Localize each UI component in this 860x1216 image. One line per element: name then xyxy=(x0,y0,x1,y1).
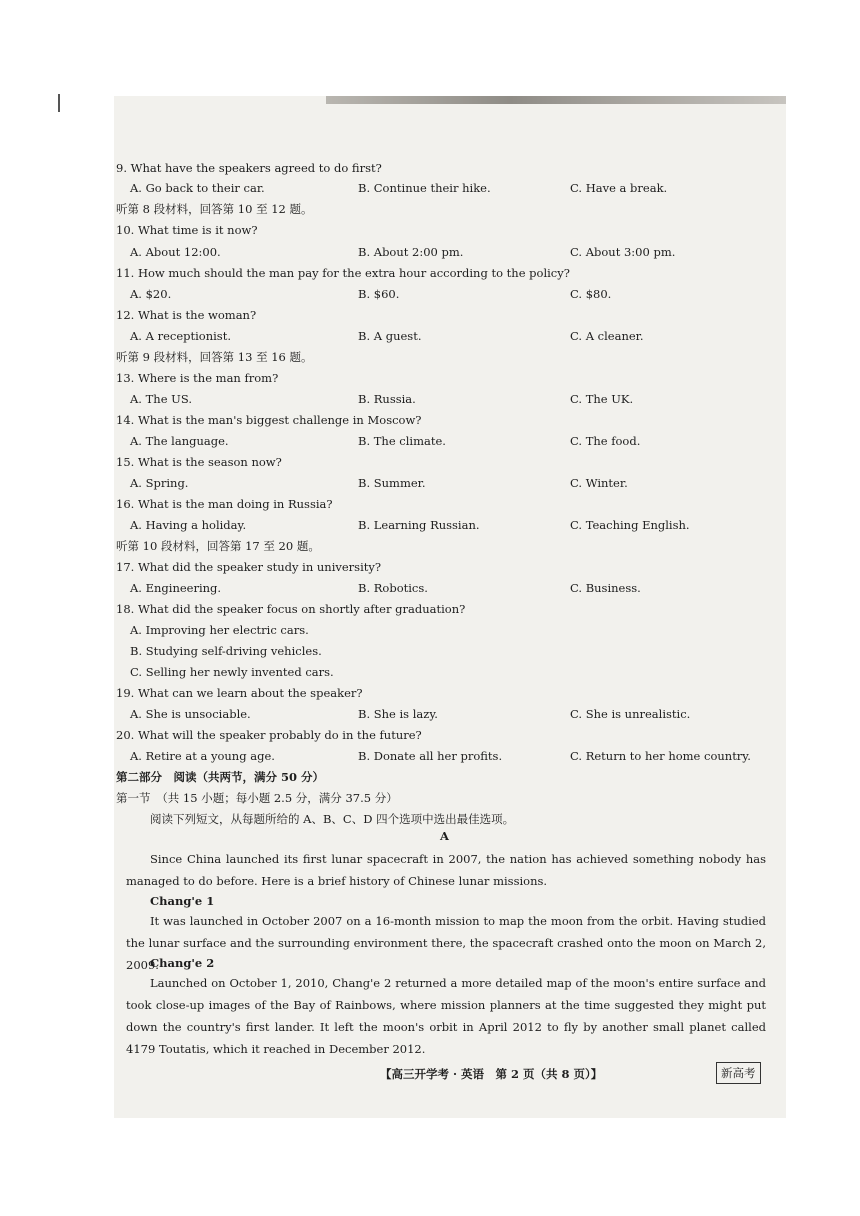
q20-option-c: C. Return to her home country. xyxy=(570,749,751,763)
q17-option-a: A. Engineering. xyxy=(130,581,222,595)
q12-option-c: C. A cleaner. xyxy=(570,329,644,343)
q17-option-b: B. Robotics. xyxy=(358,581,428,595)
q14-option-c: C. The food. xyxy=(570,434,641,448)
question-18: 18. What did the speaker focus on shortly after graduation? xyxy=(116,602,466,616)
question-14: 14. What is the man's biggest challenge in Moscow? xyxy=(116,413,422,427)
reading-instruction: 阅读下列短文，从每题所给的 A、B、C、D 四个选项中选出最佳选项。 xyxy=(150,812,515,826)
q19-option-a: A. She is unsociable. xyxy=(130,707,251,721)
q12-option-a: A. A receptionist. xyxy=(130,329,231,343)
q17-option-c: C. Business. xyxy=(570,581,641,595)
question-10: 10. What time is it now? xyxy=(116,223,258,237)
q18-option-a: A. Improving her electric cars. xyxy=(130,623,309,637)
question-11: 11. How much should the man pay for the extra hour according to the policy? xyxy=(116,266,570,280)
passage-intro: Since China launched its first lunar spacecraft in 2007, the nation has achieved something nobody has managed to do before. Here is a brief history of Chinese lunar missions. xyxy=(126,852,766,888)
question-12: 12. What is the woman? xyxy=(116,308,257,322)
q9-option-b: B. Continue their hike. xyxy=(358,181,491,195)
heading-change-1: Chang'e 1 xyxy=(150,894,215,908)
q20-option-b: B. Donate all her profits. xyxy=(358,749,503,763)
q19-option-b: B. She is lazy. xyxy=(358,707,438,721)
q16-option-a: A. Having a holiday. xyxy=(130,518,247,532)
passage-label: A xyxy=(440,829,449,843)
q15-option-b: B. Summer. xyxy=(358,476,426,490)
q13-option-a: A. The US. xyxy=(130,392,192,406)
q9-option-a: A. Go back to their car. xyxy=(130,181,265,195)
q19-option-c: C. She is unrealistic. xyxy=(570,707,691,721)
q20-option-a: A. Retire at a young age. xyxy=(130,749,275,763)
question-13: 13. Where is the man from? xyxy=(116,371,279,385)
q18-option-b: B. Studying self-driving vehicles. xyxy=(130,644,322,658)
q11-option-c: C. $80. xyxy=(570,287,612,301)
question-9: 9. What have the speakers agreed to do first? xyxy=(116,161,382,175)
question-16: 16. What is the man doing in Russia? xyxy=(116,497,333,511)
section-8-instruction: 听第 8 段材料，回答第 10 至 12 题。 xyxy=(116,202,313,216)
q13-option-b: B. Russia. xyxy=(358,392,416,406)
part-2-title: 第二部分 阅读（共两节，满分 50 分） xyxy=(116,770,325,784)
paragraph-change-2: Launched on October 1, 2010, Chang'e 2 returned a more detailed map of the moon's entire surface and took close-up images of the Bay of Rainbows, where mission planners at the time suggested they might put down the country's first lander. It left the moon's orbit in April 2012 to fly by another small planet called 4179 Toutatis, which it reached in December 2012. xyxy=(126,976,766,1056)
section-9-instruction: 听第 9 段材料，回答第 13 至 16 题。 xyxy=(116,350,313,364)
q13-option-c: C. The UK. xyxy=(570,392,634,406)
question-19: 19. What can we learn about the speaker? xyxy=(116,686,363,700)
q16-option-b: B. Learning Russian. xyxy=(358,518,480,532)
q14-option-a: A. The language. xyxy=(130,434,229,448)
page-footer: 【高三开学考 · 英语 第 2 页（共 8 页）】 xyxy=(380,1067,603,1081)
margin-mark xyxy=(58,94,60,112)
section-1-subtitle: 第一节 （共 15 小题；每小题 2.5 分，满分 37.5 分） xyxy=(116,791,398,805)
q15-option-c: C. Winter. xyxy=(570,476,628,490)
q14-option-b: B. The climate. xyxy=(358,434,446,448)
q16-option-c: C. Teaching English. xyxy=(570,518,690,532)
scan-edge xyxy=(326,96,786,104)
section-10-instruction: 听第 10 段材料，回答第 17 至 20 题。 xyxy=(116,539,320,553)
q10-option-b: B. About 2:00 pm. xyxy=(358,245,464,259)
q18-option-c: C. Selling her newly invented cars. xyxy=(130,665,334,679)
q15-option-a: A. Spring. xyxy=(130,476,189,490)
q11-option-b: B. $60. xyxy=(358,287,400,301)
exam-badge: 新高考 xyxy=(716,1062,761,1084)
q10-option-a: A. About 12:00. xyxy=(130,245,221,259)
q12-option-b: B. A guest. xyxy=(358,329,422,343)
paragraph-change-1: It was launched in October 2007 on a 16-month mission to map the moon from the orbit. Having studied the lunar surface and the surrounding environment there, the spacecraft crashed onto the moon on March 2, 2009. xyxy=(126,914,766,972)
question-20: 20. What will the speaker probably do in the future? xyxy=(116,728,422,742)
heading-change-2: Chang'e 2 xyxy=(150,956,215,970)
question-15: 15. What is the season now? xyxy=(116,455,282,469)
question-17: 17. What did the speaker study in university? xyxy=(116,560,382,574)
q9-option-c: C. Have a break. xyxy=(570,181,668,195)
q10-option-c: C. About 3:00 pm. xyxy=(570,245,676,259)
q11-option-a: A. $20. xyxy=(130,287,172,301)
